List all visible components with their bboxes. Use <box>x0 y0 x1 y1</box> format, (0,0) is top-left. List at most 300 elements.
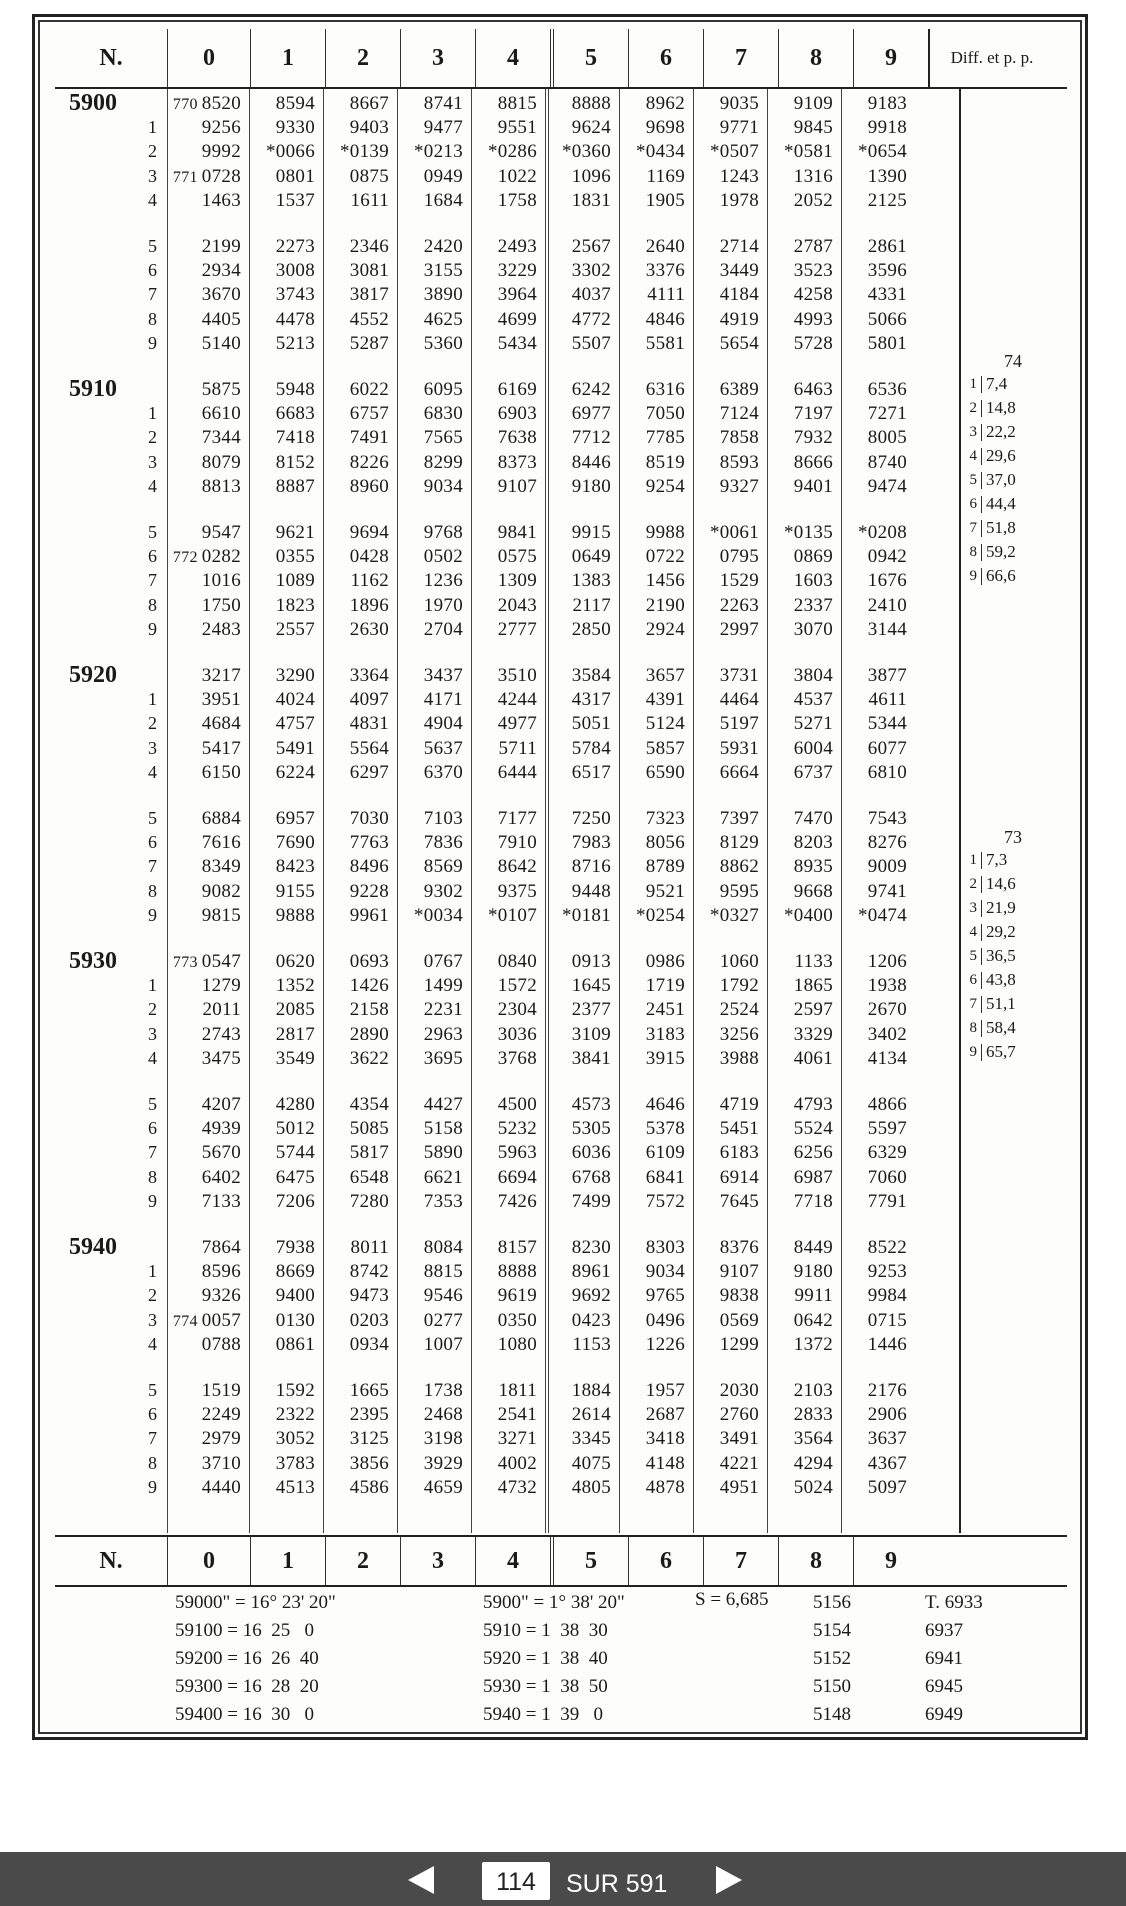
mantissa-cell: 8157 <box>497 1237 537 1258</box>
mantissa-cell: 3402 <box>867 1023 907 1045</box>
pp-row <box>959 872 1067 896</box>
mantissa-cell: 1684 <box>423 189 463 211</box>
mantissa-cell: 4258 <box>793 284 833 306</box>
mantissa-cell: 1089 <box>275 570 315 592</box>
row-number: 6 <box>148 1404 157 1425</box>
mantissa-cell: 5012 <box>275 1118 315 1140</box>
pp-digit: 9 <box>959 1044 982 1061</box>
mantissa-cell: 9961 <box>349 904 389 926</box>
mantissa-cell: 8522 <box>867 1237 907 1258</box>
mantissa-cell: 8887 <box>275 475 315 497</box>
mantissa-cell: 1957 <box>645 1380 685 1401</box>
mantissa-cell: 3804 <box>793 665 833 686</box>
mantissa-cell: 0642 <box>793 1309 833 1331</box>
mantissa-cell: 6242 <box>571 379 611 400</box>
mantissa-cell: 7197 <box>793 403 833 425</box>
pp-row <box>959 848 1067 872</box>
mantissa-cell: 9327 <box>719 475 759 497</box>
difference-value: 73 <box>1004 827 1022 847</box>
mantissa-cell: 5378 <box>645 1118 685 1140</box>
mantissa-cell: 0620 <box>275 951 315 972</box>
footer-line: 5920 = 1 38 40 <box>483 1648 608 1669</box>
mantissa-cell: 0569 <box>719 1309 759 1331</box>
row-number: 5 <box>148 1094 157 1114</box>
mantissa-cell: 3951 <box>201 689 241 711</box>
header-digit-0: 0 <box>167 29 250 87</box>
row-number: 9 <box>148 332 157 353</box>
mantissa-cell: 2567 <box>571 236 611 257</box>
mantissa-cell: 2557 <box>275 618 315 640</box>
mantissa-cell: 1823 <box>275 594 315 616</box>
mantissa-cell: 6316 <box>645 379 685 400</box>
mantissa-cell: 5051 <box>571 713 611 735</box>
mantissa-cell: 1719 <box>645 975 685 997</box>
mantissa-value: 0057 <box>201 1309 241 1331</box>
mantissa-cell: 9180 <box>793 1261 833 1283</box>
mantissa-cell: 9474 <box>867 475 907 497</box>
mantissa-cell: 3271 <box>497 1428 537 1450</box>
pp-digit: 5 <box>959 948 982 965</box>
mantissa-cell: 1316 <box>793 165 833 187</box>
pp-digit: 1 <box>959 376 982 393</box>
mantissa-cell: 2483 <box>201 618 241 640</box>
mantissa-cell: 8741 <box>423 93 463 114</box>
mantissa-cell: 9765 <box>645 1285 685 1307</box>
pp-value: 29,6 <box>986 446 1016 465</box>
mantissa-cell: 1309 <box>497 570 537 592</box>
mantissa-cell: 6830 <box>423 403 463 425</box>
mantissa-cell: 5711 <box>498 737 537 759</box>
mantissa-cell: 0949 <box>423 165 463 187</box>
mantissa-cell: 4024 <box>275 689 315 711</box>
header-digit-8: 8 <box>778 1537 853 1585</box>
mantissa-cell: 5637 <box>423 737 463 759</box>
header-digit-1: 1 <box>250 29 325 87</box>
mantissa-cell: 6610 <box>201 403 241 425</box>
mantissa-cell: 5158 <box>423 1118 463 1140</box>
row-number: 9 <box>148 1190 157 1211</box>
mantissa-cell: 7470 <box>793 808 833 829</box>
mantissa-cell: 1007 <box>423 1333 463 1355</box>
pp-row <box>959 1016 1067 1040</box>
page-number-input[interactable]: 114 <box>482 1862 550 1900</box>
pp-row <box>959 372 1067 396</box>
pp-value: 29,2 <box>986 922 1016 941</box>
pp-digit: 7 <box>959 996 982 1013</box>
mantissa-cell: 2263 <box>719 594 759 616</box>
mantissa-cell: 9326 <box>201 1285 241 1307</box>
mantissa-cell: 8056 <box>645 832 685 854</box>
mantissa-cell: 4478 <box>275 308 315 330</box>
mantissa-cell: 7938 <box>275 1237 315 1258</box>
mantissa-cell: 0715 <box>867 1309 907 1331</box>
mantissa-cell: 3418 <box>645 1428 685 1450</box>
mantissa-cell: 0350 <box>497 1309 537 1331</box>
mantissa-cell: 9375 <box>497 880 537 902</box>
mantissa-cell: 0788 <box>201 1333 241 1355</box>
mantissa-cell: 3731 <box>719 665 759 686</box>
mantissa-cell: 9547 <box>201 522 241 543</box>
mantissa-cell: 3376 <box>645 260 685 282</box>
mantissa-cell: 1831 <box>571 189 611 211</box>
mantissa-cell: 2787 <box>793 236 833 257</box>
mantissa-cell: 5875 <box>201 379 241 400</box>
mantissa-cell: 2052 <box>793 189 833 211</box>
mantissa-cell: 2085 <box>275 999 315 1021</box>
mantissa-cell: 3155 <box>423 260 463 282</box>
mantissa-cell: 6548 <box>349 1166 389 1188</box>
row-number: 3 <box>148 1023 157 1044</box>
row-number: 7 <box>148 570 157 591</box>
mantissa-cell: 6884 <box>201 808 241 829</box>
mantissa-cell: 5271 <box>793 713 833 735</box>
mantissa-cell: 4354 <box>349 1094 389 1115</box>
pp-value: 22,2 <box>986 422 1016 441</box>
mantissa-cell: 1499 <box>423 975 463 997</box>
footer-line: 59400 = 16 30 0 <box>175 1704 314 1725</box>
row-number: 5930 <box>69 948 117 974</box>
mantissa-cell: 1169 <box>646 165 685 187</box>
mantissa-cell: 0693 <box>349 951 389 972</box>
mantissa-cell: 9694 <box>349 522 389 543</box>
mantissa-cell: 8084 <box>423 1237 463 1258</box>
mantissa-cell: 5744 <box>275 1142 315 1164</box>
mantissa-cell: 2963 <box>423 1023 463 1045</box>
pp-digit: 4 <box>959 448 982 465</box>
row-number: 7 <box>148 1142 157 1163</box>
mantissa-cell: 3549 <box>275 1047 315 1069</box>
mantissa-cell: 3817 <box>349 284 389 306</box>
mantissa-cell: 3695 <box>423 1047 463 1069</box>
mantissa-cell: 2714 <box>719 236 759 257</box>
mantissa-cell: 8005 <box>867 427 907 449</box>
mantissa-cell: 8888 <box>497 1261 537 1283</box>
mantissa-cell: 1978 <box>719 189 759 211</box>
mantissa-cell: 8349 <box>201 856 241 878</box>
mantissa-cell: 0130 <box>275 1309 315 1331</box>
mantissa-cell: 1243 <box>719 165 759 187</box>
mantissa-cell: 3364 <box>349 665 389 686</box>
mantissa-cell: 9668 <box>793 880 833 902</box>
row-number: 8 <box>148 880 157 901</box>
mantissa-cell: 4331 <box>867 284 907 306</box>
mantissa-cell: 0722 <box>645 546 685 568</box>
mantissa-cell: 5213 <box>275 332 315 354</box>
mantissa-cell: 0423 <box>571 1309 611 1331</box>
mantissa-cell: 7836 <box>423 832 463 854</box>
mantissa-cell: 2934 <box>201 260 241 282</box>
mantissa-cell: 7983 <box>571 832 611 854</box>
mantissa-cell: 2190 <box>645 594 685 616</box>
mantissa-cell: 8962 <box>645 93 685 114</box>
pp-row <box>959 896 1067 920</box>
mantissa-cell: 7491 <box>349 427 389 449</box>
mantissa-cell: 7910 <box>497 832 537 854</box>
mantissa-cell: 3345 <box>571 1428 611 1450</box>
mantissa-cell: 9183 <box>867 93 907 114</box>
pp-row <box>959 420 1067 444</box>
mantissa-cell: 9082 <box>201 880 241 902</box>
mantissa-cell: 0575 <box>497 546 537 568</box>
mantissa-cell: 6517 <box>571 761 611 783</box>
mantissa-cell: 3081 <box>349 260 389 282</box>
pp-value: 51,1 <box>986 994 1016 1013</box>
mantissa-cell: 9330 <box>275 117 315 139</box>
mantissa-cell: 6444 <box>497 761 537 783</box>
mantissa-cell: 4659 <box>423 1476 463 1498</box>
mantissa-cell: 9698 <box>645 117 685 139</box>
mantissa-cell: 2030 <box>719 1380 759 1401</box>
mantissa-cell: 5124 <box>645 713 685 735</box>
footer-line: 5910 = 1 38 30 <box>483 1620 608 1641</box>
row-number: 1 <box>148 689 157 710</box>
header-digit-1: 1 <box>250 1537 325 1585</box>
mantissa-cell: 3523 <box>793 260 833 282</box>
mantissa-cell: 7397 <box>719 808 759 829</box>
mantissa-cell: *0581 <box>784 141 833 163</box>
mantissa-cell: 6737 <box>793 761 833 783</box>
row-number: 1 <box>148 403 157 424</box>
mantissa-cell: 9988 <box>645 522 685 543</box>
mantissa-cell: 7250 <box>571 808 611 829</box>
mantissa-cell: *0066 <box>266 141 315 163</box>
time-seconds-column <box>483 1589 625 1729</box>
row-number: 7 <box>148 1428 157 1449</box>
mantissa-cell: 8960 <box>349 475 389 497</box>
footer-line: 5152 <box>813 1648 851 1669</box>
pp-value: 59,2 <box>986 542 1016 561</box>
header-digit-7: 7 <box>703 1537 778 1585</box>
mantissa-cell: 1738 <box>423 1380 463 1401</box>
mantissa-cell: 2890 <box>349 1023 389 1045</box>
mantissa-cell: 3622 <box>349 1047 389 1069</box>
mantissa-cell: 2322 <box>275 1404 315 1426</box>
mantissa-cell: 3125 <box>349 1428 389 1450</box>
mantissa-cell: 2817 <box>275 1023 315 1045</box>
mantissa-cell: 4391 <box>645 689 685 711</box>
mantissa-cell: 1390 <box>867 165 907 187</box>
mantissa-cell: 4732 <box>497 1476 537 1498</box>
pp-digit: 2 <box>959 876 982 893</box>
mantissa-cell: 4757 <box>275 713 315 735</box>
mantissa-cell: 6536 <box>867 379 907 400</box>
footer-line: 6937 <box>925 1620 963 1641</box>
row-number: 5920 <box>69 662 117 688</box>
mantissa-cell: 1938 <box>867 975 907 997</box>
mantissa-cell: 3109 <box>571 1023 611 1045</box>
mantissa-cell: 2117 <box>572 594 611 616</box>
mantissa-cell: 1096 <box>571 165 611 187</box>
mantissa-cell: 8569 <box>423 856 463 878</box>
footer-line: 5930 = 1 38 50 <box>483 1676 608 1697</box>
mantissa-cell: 8862 <box>719 856 759 878</box>
footer-line: 5148 <box>813 1704 851 1725</box>
header-digit-5: 5 <box>550 1537 628 1585</box>
row-number: 3 <box>148 1309 157 1330</box>
mantissa-cell: 4586 <box>349 1476 389 1498</box>
mantissa-cell: 4317 <box>571 689 611 711</box>
mantissa-cell: 6109 <box>645 1142 685 1164</box>
mantissa-cell: 9621 <box>275 522 315 543</box>
mantissa-cell: 7050 <box>645 403 685 425</box>
mantissa-cell: 4793 <box>793 1094 833 1115</box>
mantissa-cell <box>167 166 249 188</box>
pp-value: 43,8 <box>986 970 1016 989</box>
mantissa-cell: 1905 <box>645 189 685 211</box>
mantissa-cell: 4831 <box>349 713 389 735</box>
mantissa-cell: *0139 <box>340 141 389 163</box>
mantissa-cell: 2199 <box>201 236 241 257</box>
mantissa-cell <box>167 951 249 973</box>
footer-line: 6945 <box>925 1676 963 1697</box>
mantissa-cell: 1519 <box>201 1380 241 1401</box>
mantissa-cell: 4699 <box>497 308 537 330</box>
header-digit-3: 3 <box>400 29 475 87</box>
pp-row <box>959 1040 1067 1064</box>
mantissa-cell: 1352 <box>275 975 315 997</box>
mantissa-cell: 6183 <box>719 1142 759 1164</box>
mantissa-cell: 6987 <box>793 1166 833 1188</box>
mantissa-cell: 7543 <box>867 808 907 829</box>
header-digit-3: 3 <box>400 1537 475 1585</box>
mantissa-cell: 3877 <box>867 665 907 686</box>
mantissa-cell: 6475 <box>275 1166 315 1188</box>
mantissa-cell: 1611 <box>350 189 389 211</box>
mantissa-cell: 5524 <box>793 1118 833 1140</box>
mantissa-cell: 3584 <box>571 665 611 686</box>
mantissa-cell: 5140 <box>201 332 241 354</box>
header-digit-6: 6 <box>628 29 703 87</box>
mantissa-cell: 9228 <box>349 880 389 902</box>
mantissa-cell: 1456 <box>645 570 685 592</box>
mantissa-cell: 2924 <box>645 618 685 640</box>
next-page-arrow-icon[interactable] <box>716 1866 742 1894</box>
mantissa-cell: 7864 <box>201 1237 241 1258</box>
mantissa-cell: 9009 <box>867 856 907 878</box>
mantissa-cell: 2158 <box>349 999 389 1021</box>
table-header <box>55 29 1067 89</box>
mantissa-cell: 8230 <box>571 1237 611 1258</box>
mantissa-cell: *0181 <box>562 904 611 926</box>
row-number: 8 <box>148 1166 157 1187</box>
mantissa-cell: 3964 <box>497 284 537 306</box>
mantissa-cell: *0434 <box>636 141 685 163</box>
pp-value: 66,6 <box>986 566 1016 585</box>
mantissa-cell: 1603 <box>793 570 833 592</box>
mantissa-cell: 5417 <box>201 737 241 759</box>
pp-value: 14,6 <box>986 874 1016 893</box>
mantissa-cell: 5654 <box>719 332 759 354</box>
mantissa-cell: 1080 <box>497 1333 537 1355</box>
row-number: 2 <box>148 1285 157 1306</box>
footer-line: 5150 <box>813 1676 851 1697</box>
header-digit-2: 2 <box>325 29 400 87</box>
mantissa-cell: 8303 <box>645 1237 685 1258</box>
mantissa-value: 0547 <box>201 951 241 972</box>
previous-page-arrow-icon[interactable] <box>408 1866 434 1894</box>
mantissa-cell: 6256 <box>793 1142 833 1164</box>
mantissa-cell: 1463 <box>201 189 241 211</box>
mantissa-cell: 3637 <box>867 1428 907 1450</box>
mantissa-cell: 9741 <box>867 880 907 902</box>
mantissa-cell: 4951 <box>719 1476 759 1498</box>
row-number: 2 <box>148 713 157 734</box>
mantissa-cell: 5581 <box>645 332 685 354</box>
mantissa-cell: 9107 <box>719 1261 759 1283</box>
mantissa-cell: 7271 <box>867 403 907 425</box>
mantissa-cell: 3915 <box>645 1047 685 1069</box>
log-table-page <box>32 14 1088 1740</box>
mantissa-cell: 9838 <box>719 1285 759 1307</box>
mantissa-cell: 4427 <box>423 1094 463 1115</box>
footer-line: 59200 = 16 26 40 <box>175 1648 319 1669</box>
footer-line: 5154 <box>813 1620 851 1641</box>
mantissa-cell: 6977 <box>571 403 611 425</box>
characteristic-prefix: 774 <box>172 1312 198 1330</box>
row-number: 3 <box>148 737 157 758</box>
header-digit-7: 7 <box>703 29 778 87</box>
row-number: 4 <box>148 1333 157 1354</box>
footer-line: T. 6933 <box>925 1592 983 1613</box>
mantissa-cell: 5963 <box>497 1142 537 1164</box>
characteristic-prefix: 771 <box>172 168 198 186</box>
row-number: 4 <box>148 1047 157 1068</box>
mantissa-cell: 2103 <box>793 1380 833 1401</box>
mantissa-cell: 4294 <box>793 1452 833 1474</box>
mantissa-cell: 8449 <box>793 1237 833 1258</box>
mantissa-cell: 7565 <box>423 427 463 449</box>
mantissa-cell: 4500 <box>497 1094 537 1115</box>
mantissa-cell: 1592 <box>275 1380 315 1401</box>
mantissa-cell: 5305 <box>571 1118 611 1140</box>
row-number: 6 <box>148 260 157 281</box>
mantissa-cell: 1446 <box>867 1333 907 1355</box>
mantissa-cell: 6694 <box>497 1166 537 1188</box>
mantissa-cell: 2979 <box>201 1428 241 1450</box>
mantissa-cell: 8716 <box>571 856 611 878</box>
pp-row <box>959 540 1067 564</box>
mantissa-cell: 3329 <box>793 1023 833 1045</box>
mantissa-cell: 2125 <box>867 189 907 211</box>
mantissa-cell: 2395 <box>349 1404 389 1426</box>
mantissa-cell: 4367 <box>867 1452 907 1474</box>
mantissa-cell: 8226 <box>349 451 389 473</box>
mantissa-cell: 6077 <box>867 737 907 759</box>
mantissa-cell: 2704 <box>423 618 463 640</box>
mantissa-cell: 4939 <box>201 1118 241 1140</box>
mantissa-cell: 3491 <box>719 1428 759 1450</box>
mantissa-cell: 7103 <box>423 808 463 829</box>
mantissa-cell: 8742 <box>349 1261 389 1283</box>
mantissa-cell: 3290 <box>275 665 315 686</box>
mantissa-cell: 8373 <box>497 451 537 473</box>
header-digit-4: 4 <box>475 29 550 87</box>
mantissa-cell: 2541 <box>497 1404 537 1426</box>
mantissa-cell: 3670 <box>201 284 241 306</box>
mantissa-cell: 9034 <box>645 1261 685 1283</box>
mantissa-cell: 9551 <box>497 117 537 139</box>
mantissa-cell: 9624 <box>571 117 611 139</box>
mantissa-cell: 1022 <box>497 165 537 187</box>
mantissa-cell: 4573 <box>571 1094 611 1115</box>
mantissa-cell <box>167 93 249 115</box>
mantissa-cell: 2377 <box>571 999 611 1021</box>
mantissa-cell: 4866 <box>867 1094 907 1115</box>
mantissa-cell: 9302 <box>423 880 463 902</box>
page-navigation-bar <box>0 1852 1126 1906</box>
mantissa-cell: 5817 <box>349 1142 389 1164</box>
mantissa-cell: 4537 <box>793 689 833 711</box>
